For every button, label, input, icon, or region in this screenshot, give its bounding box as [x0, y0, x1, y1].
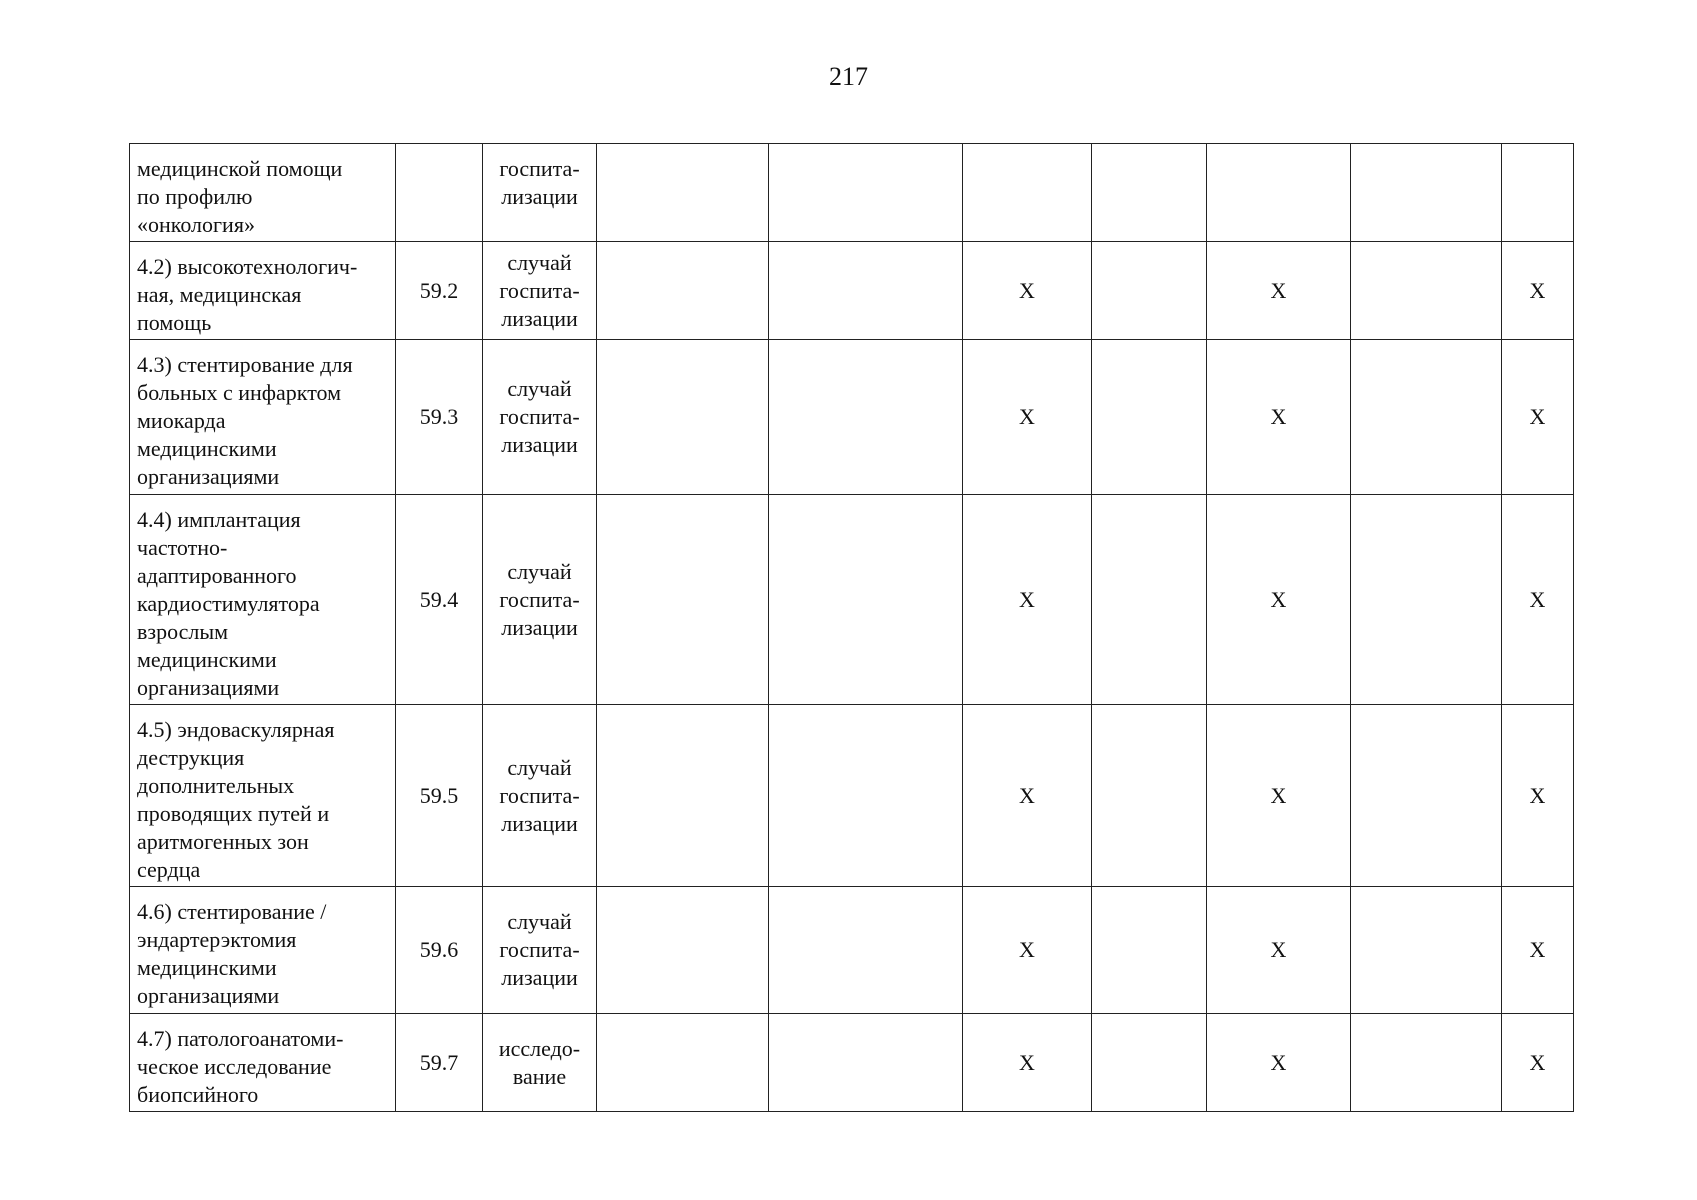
value-cell	[1092, 144, 1207, 242]
value-cell	[1351, 887, 1502, 1014]
value-cell	[597, 144, 769, 242]
value-cell	[1351, 340, 1502, 495]
page-number: 217	[829, 62, 868, 91]
x-mark: X	[1207, 340, 1351, 495]
x-mark: X	[963, 1014, 1092, 1112]
value-cell	[1092, 495, 1207, 705]
row-unit-cell: исследо- вание	[483, 1014, 597, 1112]
x-mark: X	[963, 495, 1092, 705]
table-row	[130, 1014, 1574, 1112]
row-unit-cell: случай госпита- лизации	[483, 887, 597, 1014]
row-code-cell: 59.5	[396, 705, 483, 887]
x-mark: X	[1502, 242, 1574, 340]
value-cell	[597, 495, 769, 705]
value-cell	[597, 1014, 769, 1112]
row-code-cell	[396, 144, 483, 242]
row-name-cell: 4.3) стентирование для больных с инфарктом миокарда медицинскими организациями	[130, 340, 396, 495]
value-cell	[769, 495, 963, 705]
table-row	[130, 705, 1574, 887]
x-mark: X	[1502, 705, 1574, 887]
value-cell	[597, 242, 769, 340]
table-row	[130, 340, 1574, 495]
value-cell	[769, 1014, 963, 1112]
x-mark: X	[1207, 495, 1351, 705]
table-row	[130, 495, 1574, 705]
value-cell	[1092, 1014, 1207, 1112]
value-cell	[597, 340, 769, 495]
row-unit-cell: случай госпита- лизации	[483, 242, 597, 340]
x-mark: X	[963, 340, 1092, 495]
x-mark: X	[963, 705, 1092, 887]
row-name-cell: 4.7) патологоанатоми- ческое исследование биопсийного	[130, 1014, 396, 1112]
x-mark: X	[1502, 495, 1574, 705]
row-code-cell: 59.6	[396, 887, 483, 1014]
x-mark: X	[1207, 242, 1351, 340]
row-unit-cell: госпита- лизации	[483, 144, 597, 242]
value-cell	[597, 887, 769, 1014]
value-cell	[769, 705, 963, 887]
row-code-cell: 59.3	[396, 340, 483, 495]
value-cell	[1351, 144, 1502, 242]
value-cell	[1502, 144, 1574, 242]
table-row	[130, 242, 1574, 340]
table-row	[130, 887, 1574, 1014]
value-cell	[1092, 242, 1207, 340]
value-cell	[1351, 705, 1502, 887]
row-code-cell: 59.4	[396, 495, 483, 705]
x-mark: X	[1207, 705, 1351, 887]
row-name-cell: 4.2) высокотехнологич- ная, медицинская помощь	[130, 242, 396, 340]
value-cell	[597, 705, 769, 887]
value-cell	[769, 242, 963, 340]
value-cell	[1351, 1014, 1502, 1112]
row-name-cell: 4.5) эндоваскулярная деструкция дополнительных проводящих путей и аритмогенных зон сердца	[130, 705, 396, 887]
row-code-cell: 59.7	[396, 1014, 483, 1112]
value-cell	[1092, 340, 1207, 495]
row-unit-cell: случай госпита- лизации	[483, 705, 597, 887]
data-table	[129, 143, 1574, 1112]
x-mark: X	[1502, 1014, 1574, 1112]
row-code-cell: 59.2	[396, 242, 483, 340]
value-cell	[1092, 705, 1207, 887]
row-name-cell: медицинской помощи по профилю «онкология»	[130, 144, 396, 242]
value-cell	[769, 340, 963, 495]
x-mark: X	[963, 242, 1092, 340]
row-name-cell: 4.6) стентирование / эндартерэктомия медицинскими организациями	[130, 887, 396, 1014]
row-name-cell: 4.4) имплантация частотно- адаптированного кардиостимулятора взрослым медицинскими организациями	[130, 495, 396, 705]
value-cell	[1351, 242, 1502, 340]
value-cell	[1092, 887, 1207, 1014]
row-unit-cell: случай госпита- лизации	[483, 495, 597, 705]
value-cell	[1351, 495, 1502, 705]
row-unit-cell: случай госпита- лизации	[483, 340, 597, 495]
x-mark: X	[1502, 887, 1574, 1014]
x-mark: X	[1207, 1014, 1351, 1112]
x-mark: X	[963, 887, 1092, 1014]
value-cell	[1207, 144, 1351, 242]
table-row	[130, 144, 1574, 242]
value-cell	[769, 144, 963, 242]
value-cell	[963, 144, 1092, 242]
x-mark: X	[1502, 340, 1574, 495]
value-cell	[769, 887, 963, 1014]
x-mark: X	[1207, 887, 1351, 1014]
